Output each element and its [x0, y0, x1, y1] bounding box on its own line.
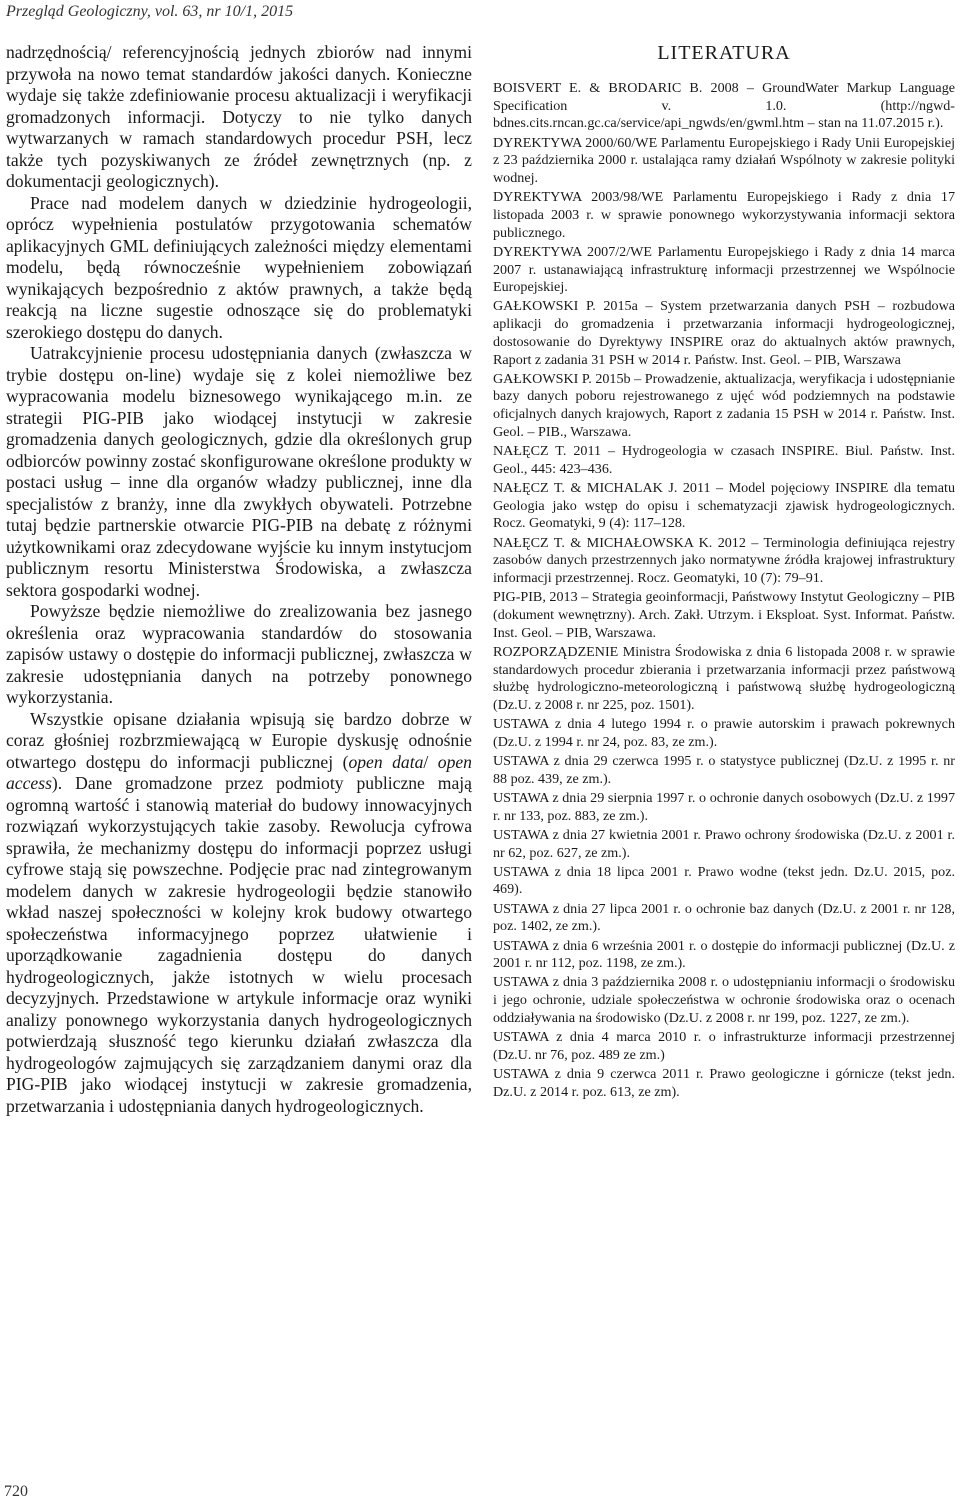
reference-item: USTAWA z dnia 27 lipca 2001 r. o ochronie baz danych (Dz.U. z 2001 r. nr 128, poz. 1402, ze zm.). — [493, 900, 955, 935]
paragraph-text: ). Dane gromadzone przez podmioty publiczne mają ogromną wartość i stanowią materiał do budowy innowacyjnych rozwiązań wykorzystujących takie zasoby. Rewolucja cyfrowa sprawiła, że mechanizmy dostępu do informacji poprzez usługi cyfrowe stają się powszechne. Podjęcie prac nad zintegrowanym modelem danych w zakresie hydrogeologii będzie stanowiło wkład naszej społeczności w kolejny krok budowy otwartego społeczeństwa informacyjnego poprzez ułatwienie i uporządkowanie zagadnienia dostępu do danych hydrogeologicznych, jakże istotnych w wielu procesach decyzyjnych. Przedstawione w artykule informacje oraz wyniki analizy ponownego wykorzystania danych hydrogeologicznych potwierdzają słuszność tego kierunku działań zwłaszcza dla hydrogeologów zajmujących się zarządzaniem danymi oraz dla PIG-PIB jako wiodącej instytucji w zakresie gromadzenia, przetwarzania i udostępniania danych hydrogeologicznych. — [6, 773, 472, 1116]
body-paragraph: Prace nad modelem danych w dziedzinie hydrogeologii, oprócz wypełnienia postulatów przygotowania schematów aplikacyjnych GML definiujących zależności między elementami modelu, będą równocześnie wypełnieniem zobowiązań wynikających bezpośrednio z aktów prawnych, a także będą reakcją na liczne sugestie odnoszące się do problematyki szerokiego dostępu do danych. — [6, 192, 472, 342]
reference-item: USTAWA z dnia 4 marca 2010 r. o infrastrukturze informacji przestrzennej (Dz.U. nr 76, poz. 489 ze zm.) — [493, 1029, 955, 1063]
reference-item: USTAWA z dnia 18 lipca 2001 r. Prawo wodne (tekst jedn. Dz.U. 2015, poz. 469). — [493, 863, 955, 898]
reference-item: USTAWA z dnia 6 września 2001 r. o dostępie do informacji publicznej (Dz.U. z 2001 r. nr 112, poz. 1198, ze zm.). — [493, 937, 955, 972]
paragraph-text: / — [423, 751, 438, 772]
reference-item: GAŁKOWSKI P. 2015b – Prowadzenie, aktualizacja, weryfikacja i udostępnianie bazy danych poboru rejestrowanego z ujęć wód podziemnych na podstawie oficjalnych danych krajowych, Raport z zadania 15 PSH w 2014 r. Państw. Inst. Geol. – PIB., Warszawa. — [493, 370, 955, 440]
reference-item: NAŁĘCZ T. 2011 – Hydrogeologia w czasach INSPIRE. Biul. Państw. Inst. Geol., 445: 423–436. — [493, 443, 955, 477]
body-paragraph: Powyższe będzie niemożliwe do zrealizowania bez jasnego określenia oraz wypracowania standardów do stosowania zapisów ustawy o dostępie do informacji publicznej, zwłaszcza w zakresie udostępniania danych na potrzeby ponownego wykorzystania. — [6, 601, 472, 707]
reference-item: USTAWA z dnia 4 lutego 1994 r. o prawie autorskim i prawach pokrewnych (Dz.U. z 1994 r. nr 24, poz. 83, ze zm.). — [493, 716, 955, 750]
reference-item: USTAWA z dnia 29 sierpnia 1997 r. o ochronie danych osobowych (Dz.U. z 1997 r. nr 133, poz. 883, ze zm.). — [493, 789, 955, 824]
reference-item: USTAWA z dnia 3 października 2008 r. o udostępnianiu informacji o środowisku i jego ochronie, udziale społeczeństwa w ochronie środowiska oraz o ocenach oddziaływania na środowisko (Dz.U. z 2008 r. nr 199, poz. 1227, ze zm.). — [493, 974, 955, 1026]
term-open-data: open data — [348, 751, 424, 772]
reference-item: DYREKTYWA 2000/60/WE Parlamentu Europejskiego i Rady Unii Europejskiej z 23 października 2000 r. ustalająca ramy działań Wspólnoty w zakresie polityki wodnej. — [493, 134, 955, 187]
term-open-access: open access — [6, 751, 472, 793]
reference-item: BOISVERT E. & BRODARIC B. 2008 – GroundWater Markup Language Specification v. 1.0. (http://ngwd-bdnes.cits.rncan.gc.ca/service/api_ngwds/en/gwml.htm – stan na 11.07.2015 r.). — [493, 80, 955, 132]
reference-item: USTAWA z dnia 27 kwietnia 2001 r. Prawo ochrony środowiska (Dz.U. z 2001 r. nr 62, poz. 627, ze zm.). — [493, 826, 955, 861]
literature-column — [493, 40, 955, 1102]
reference-item: GAŁKOWSKI P. 2015a – System przetwarzania danych PSH – rozbudowa aplikacji do gromadzenia i przetwarzania informacji hydrogeologicznej, dostosowanie do Dyrektywy INSPIRE oraz do aktualnych aktów prawnych, Raport z zadania 31 PSH w 2014 r. Państw. Inst. Geol. – PIB, Warszawa — [493, 298, 955, 368]
body-text-column — [6, 42, 472, 1117]
paragraph-text: Wszystkie opisane działania wpisują się bardzo dobrze w coraz głośniej rozbrzmiewającą w Europie dyskusję odnośnie otwartego dostępu do informacji publicznej ( — [6, 708, 472, 772]
body-paragraph: nadrzędnością/ referencyjnością jednych zbiorów nad innymi przywoła na nowo temat standardów jakości danych. Konieczne wydaje się także zdefiniowanie procesu aktualizacji i weryfikacji gromadzonych informacji. Dotyczy to nie tylko danych wytwarzanych w ramach standardowych procedur PSH, lecz także tych pozyskiwanych ze źródeł zewnętrznych (np. z dokumentacji geologicznych). — [6, 42, 472, 191]
reference-item: NAŁĘCZ T. & MICHALAK J. 2011 – Model pojęciowy INSPIRE dla tematu Geologia jako wstęp do opisu i schematyzacji zjawisk hydrogeologicznych. Rocz. Geomatyki, 9 (4): 117–128. — [493, 479, 955, 532]
reference-item: USTAWA z dnia 29 czerwca 1995 r. o statystyce publicznej (Dz.U. z 1995 r. nr 88 poz. 439, ze zm.). — [493, 753, 955, 787]
literature-heading: LITERATURA — [657, 42, 791, 64]
reference-item: NAŁĘCZ T. & MICHAŁOWSKA K. 2012 – Terminologia definiująca rejestry zasobów danych przestrzennych jako normatywne źródła krajowej infrastruktury informacji przestrzennej. Rocz. Geomatyki, 10 (7): 79–91. — [493, 534, 955, 586]
body-paragraph: Uatrakcyjnienie procesu udostępniania danych (zwłaszcza w trybie dostępu on-line) wydaje się z kolei niemożliwe bez wypracowania modelu biznesowego wynikającego m.in. ze strategii PIG-PIB jako wiodącej instytucji w zakresie gromadzenia danych geologicznych, gdzie dla określonych grup odbiorców powinny zostać skonfigurowane określone produkty w postaci usług – inne dla organów władzy publicznej, inne dla specjalistów z branży, inne dla zwykłych obywateli. Potrzebne tutaj będzie partnerskie otwarcie PIG-PIB na debatę z różnymi użytkownikami oraz zdecydowane wyjście ku innym instytucjom publicznym resortu Ministerstwa Środowiska, a zwłaszcza sektora gospodarki wodnej. — [6, 343, 472, 600]
body-paragraph — [6, 709, 472, 1118]
reference-item: PIG-PIB, 2013 – Strategia geoinformacji, Państwowy Instytut Geologiczny – PIB (dokument wewnętrzny). Arch. Zakł. Utrzym. i Eksploat. Syst. Informat. Państw. Inst. Geol. – PIB, Warszawa. — [493, 589, 955, 641]
reference-item: DYREKTYWA 2007/2/WE Parlamentu Europejskiego i Rady z dnia 14 marca 2007 r. ustanawiającą infrastrukturę informacji przestrzennej we Wspólnocie Europejskiej. — [493, 243, 955, 296]
running-head: Przegląd Geologiczny, vol. 63, nr 10/1, 2015 — [6, 3, 294, 20]
reference-item: ROZPORZĄDZENIE Ministra Środowiska z dnia 6 listopada 2008 r. w sprawie standardowych procedur zbierania i przetwarzania informacji przez państwową służbę hydrologiczno-meteorologiczną i państwową służbę hydrogeologiczną (Dz.U. z 2008 r. nr 225, poz. 1501). — [493, 643, 955, 713]
page-number: 720 — [4, 1483, 28, 1500]
reference-item: DYREKTYWA 2003/98/WE Parlamentu Europejskiego i Rady z dnia 17 listopada 2003 r. w sprawie ponownego wykorzystywania informacji sektora publicznego. — [493, 189, 955, 241]
reference-item: USTAWA z dnia 9 czerwca 2011 r. Prawo geologiczne i górnicze (tekst jedn. Dz.U. z 2014 r. poz. 613, ze zm). — [493, 1065, 955, 1100]
reference-list — [493, 80, 955, 1101]
